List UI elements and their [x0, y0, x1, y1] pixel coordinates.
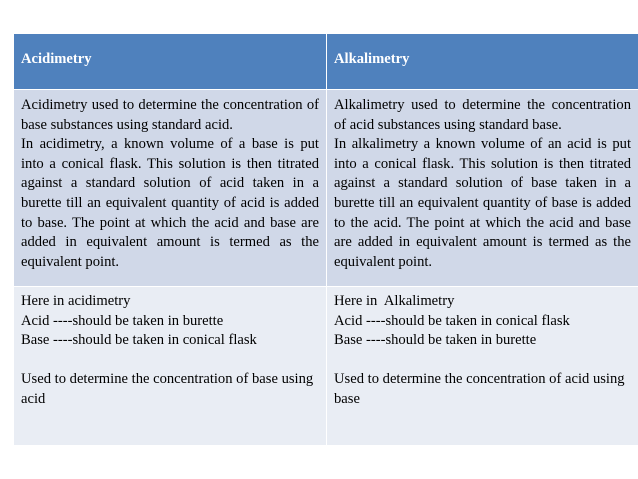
acidimetry-purpose: Used to determine the concentration of base using acid: [21, 371, 314, 407]
acidimetry-intro: Acidimetry used to determine the concentration of base substances using standard acid.: [21, 97, 319, 133]
acidimetry-acid-line: Acid ----should be taken in burette: [21, 312, 224, 329]
alkalimetry-body: In alkalimetry a known volume of an acid is put into a conical flask. This solution is then titrated against a standard solution of base taken in a burette till an equivalent quantity of base is added to the acid. The point at which the acid and base are added in equivalent amount is termed as the equivalent point.: [334, 136, 631, 270]
cell-alkalimetry-definition: [327, 90, 638, 287]
comparison-table: [13, 33, 638, 446]
alkalimetry-purpose: Used to determine the concentration of acid using base: [334, 371, 625, 407]
header-alkalimetry: Alkalimetry: [327, 34, 638, 90]
acidimetry-base-line: Base ----should be taken in conical flask: [21, 332, 257, 349]
spacer: [334, 351, 631, 371]
alkalimetry-intro: Alkalimetry used to determine the concentration of acid substances using standard base.: [334, 97, 631, 133]
acidimetry-procedure-heading: Here in acidimetry: [21, 293, 131, 309]
spacer: [21, 351, 319, 371]
acidimetry-body: In acidimetry, a known volume of a base is put into a conical flask. This solution is then titrated against a standard solution of acid taken in a burette till an equivalent quantity of acid is added to base. The point at which the acid and base are added in equivalent amount is termed as the equivalent point.: [21, 136, 319, 270]
alkalimetry-acid-line: Acid ----should be taken in conical flask: [334, 312, 570, 329]
cell-alkalimetry-procedure: [327, 287, 638, 446]
table-row-definition: [14, 90, 638, 287]
cell-acidimetry-definition: [14, 90, 327, 287]
table-header-row: [14, 34, 638, 90]
table-row-procedure: [14, 287, 638, 446]
header-acidimetry: Acidimetry: [14, 34, 327, 90]
cell-acidimetry-procedure: [14, 287, 327, 446]
alkalimetry-procedure-heading: Here in Alkalimetry: [334, 293, 455, 309]
alkalimetry-base-line: Base ----should be taken in burette: [334, 332, 537, 349]
